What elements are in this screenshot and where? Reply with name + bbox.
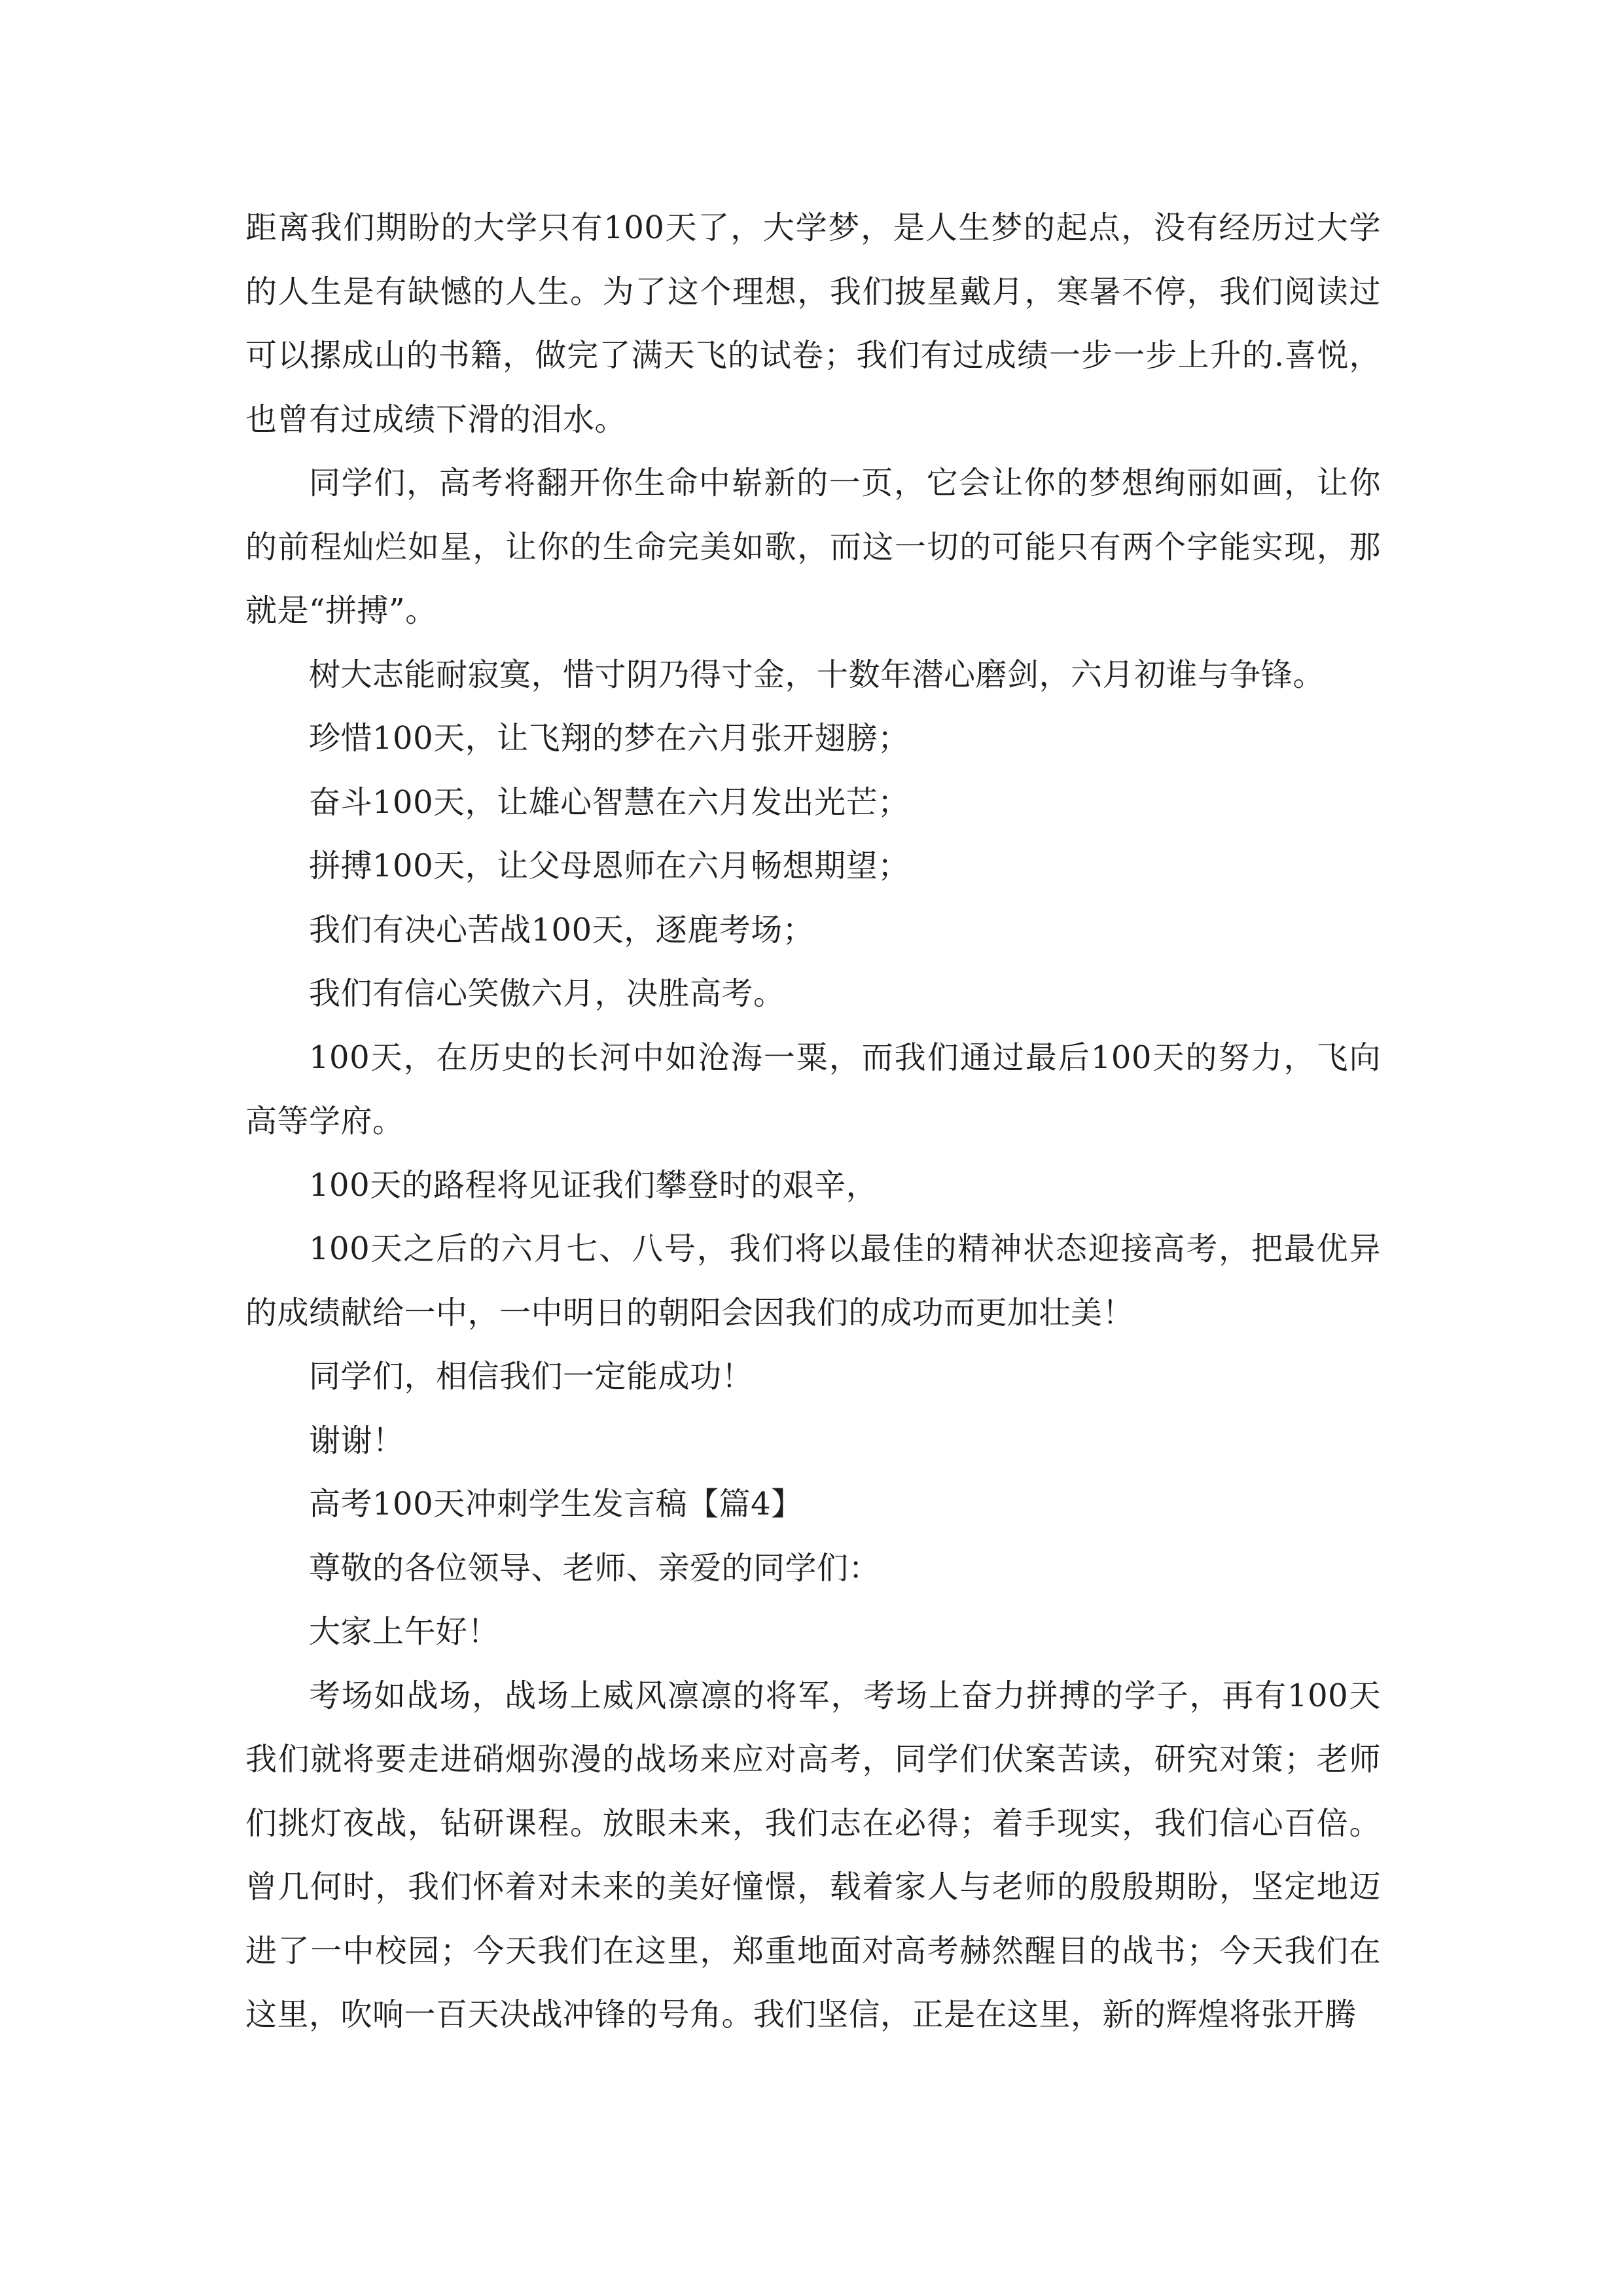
paragraph: 谢谢！ [309,1422,404,1459]
paragraph: 我们有决心苦战100天，逐鹿考场； [309,911,815,948]
paragraph: 100天之后的六月七、八号，我们将以最佳的精神状态迎接高考，把最优异的成绩献给一中，一中明日的朝阳会因我们的成功而更加壮美！ [245,1230,1381,1331]
greeting: 大家上午好！ [309,1613,500,1650]
paragraph: 距离我们期盼的大学只有100天了，大学梦，是人生梦的起点，没有经历过大学的人生是有缺憾的人生。为了这个理想，我们披星戴月，寒暑不停，我们阅读过可以摞成山的书籍，做完了满天飞的试卷；我们有过成绩一步一步上升的.喜悦，也曾有过成绩下滑的泪水。 [245,209,1381,438]
paragraph: 100天的路程将见证我们攀登时的艰辛， [309,1166,878,1204]
salutation: 尊敬的各位领导、老师、亲爱的同学们： [309,1549,881,1587]
paragraph: 树大志能耐寂寞，惜寸阴乃得寸金，十数年潜心磨剑，六月初谁与争锋。 [309,656,1325,693]
paragraph: 100天，在历史的长河中如沧海一粟，而我们通过最后100天的努力，飞向高等学府。 [245,1039,1381,1139]
paragraph: 我们有信心笑傲六月，决胜高考。 [309,975,785,1012]
paragraph: 拼搏100天，让父母恩师在六月畅想期望； [309,848,910,884]
section-heading: 高考100天冲刺学生发言稿【篇4】 [309,1486,803,1522]
paragraph: 考场如战场，战场上威风凛凛的将军，考场上奋力拼搏的学子，再有100天我们就将要走进硝烟弥漫的战场来应对高考，同学们伏案苦读，研究对策；老师们挑灯夜战，钻研课程。放眼未来，我们志在必得；着手现实，我们信心百倍。曾几何时，我们怀着对未来的美好憧憬，载着家人与老师的殷殷期盼，坚定地迈进了一中校园；今天我们在这里，郑重地面对高考赫然醒目的战书；今天我们在这里，吹响一百天决战冲锋的号角。我们坚信，正是在这里，新的辉煌将张开腾 [245,1677,1381,2033]
paragraph: 同学们，高考将翻开你生命中崭新的一页，它会让你的梦想绚丽如画，让你的前程灿烂如星，让你的生命完美如歌，而这一切的可能只有两个字能实现，那就是“拼搏”。 [245,465,1381,629]
document-body [245,196,1381,2047]
paragraph: 奋斗100天，让雄心智慧在六月发出光芒； [309,783,910,821]
paragraph: 同学们，相信我们一定能成功！ [309,1358,754,1395]
paragraph: 珍惜100天，让飞翔的梦在六月张开翅膀； [309,720,910,757]
